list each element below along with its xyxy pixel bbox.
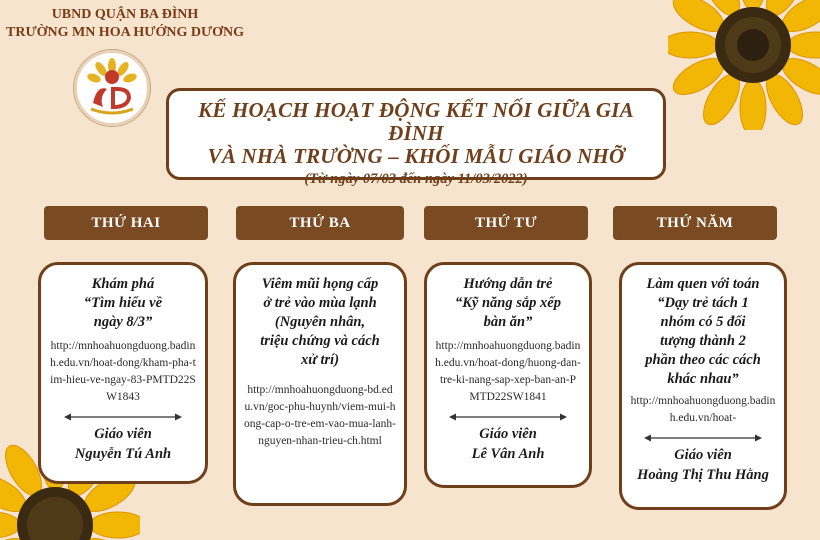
activity-card-monday xyxy=(38,262,208,484)
teacher-label: Giáo viên xyxy=(94,426,152,442)
activity-title xyxy=(244,275,396,370)
title-line-1: KẾ HOẠCH HOẠT ĐỘNG KẾT NỐI GIỮA GIA ĐÌNH xyxy=(198,98,634,145)
school-line-2: TRƯỜNG MN HOA HƯỚNG DƯƠNG xyxy=(6,25,244,40)
school-logo xyxy=(74,50,150,126)
day-header-thursday: THỨ NĂM xyxy=(613,206,777,240)
activity-title-line: ở trẻ vào mùa lạnh xyxy=(263,295,377,311)
activity-title-line: Viêm mũi họng cấp xyxy=(261,276,379,292)
activity-title xyxy=(49,275,197,332)
activity-title-line: (Nguyên nhân, xyxy=(274,314,366,330)
activity-title-line: ngày 8/3” xyxy=(93,314,153,330)
activity-title xyxy=(630,275,776,389)
day-header-tuesday: THỨ BA xyxy=(236,206,404,240)
activity-title-line: bàn ăn” xyxy=(483,314,533,330)
activity-title-line: Khám phá xyxy=(91,276,155,292)
teacher-name: Hoàng Thị Thu Hằng xyxy=(637,467,769,483)
title-date-range: (Từ ngày 07/03 đến ngày 11/03/2022) xyxy=(304,171,528,187)
activity-title-line: Hướng dẫn trẻ xyxy=(463,276,553,292)
teacher-label: Giáo viên xyxy=(479,426,537,442)
activity-link[interactable]: http://mnhoahuongduong.badinh.edu.vn/hoat-dong/huong-dan-tre-ki-nang-sap-xep-ban-an-PMTD22SW1841 xyxy=(435,340,581,403)
activity-title-line: tượng thành 2 xyxy=(660,333,746,349)
double-arrow-icon xyxy=(643,433,763,443)
activity-title xyxy=(435,275,581,332)
activity-card-wednesday xyxy=(424,262,592,488)
activity-title-line: xử trí) xyxy=(300,352,340,368)
activity-title-line: khác nhau” xyxy=(667,371,739,387)
activity-link[interactable]: http://mnhoahuongduong-bd.edu.vn/goc-phu-huynh/viem-mui-hong-cap-o-tre-em-vao-mua-lanh-nguyen-nhan-trieu-ch.html xyxy=(244,384,396,447)
activity-title-line: “Kỹ năng sắp xếp xyxy=(455,295,561,311)
activity-link[interactable]: http://mnhoahuongduong.badinh.edu.vn/hoat- xyxy=(630,395,776,424)
day-header-monday: THỨ HAI xyxy=(44,206,208,240)
sunflower-decoration-icon xyxy=(668,0,820,130)
teacher-label: Giáo viên xyxy=(674,447,732,463)
teacher-name: Nguyễn Tú Anh xyxy=(74,446,172,462)
activity-card-thursday xyxy=(619,262,787,510)
day-header-wednesday: THỨ TƯ xyxy=(424,206,588,240)
plan-title-box xyxy=(166,88,666,187)
activity-title-line: “Tìm hiểu về xyxy=(83,295,163,311)
title-line-2: VÀ NHÀ TRƯỜNG – KHỐI MẪU GIÁO NHỠ xyxy=(207,144,625,168)
school-line-1: UBND QUẬN BA ĐÌNH xyxy=(51,7,199,22)
activity-link[interactable]: http://mnhoahuongduong.badinh.edu.vn/hoat-dong/kham-pha-tim-hieu-ve-ngay-83-PMTD22SW1843 xyxy=(50,340,196,403)
double-arrow-icon xyxy=(448,412,568,422)
activity-title-line: Làm quen với toán xyxy=(646,276,760,292)
activity-card-tuesday xyxy=(233,262,407,506)
double-arrow-icon xyxy=(63,412,183,422)
activity-title-line: phần theo các cách xyxy=(645,352,761,368)
sunflower-logo-icon xyxy=(77,53,147,123)
activity-title-line: triệu chứng và cách xyxy=(260,333,380,349)
activity-title-line: nhóm có 5 đối xyxy=(660,314,746,330)
school-name xyxy=(0,6,250,42)
activity-title-line: “Dạy trẻ tách 1 xyxy=(657,295,749,311)
teacher-name: Lê Vân Anh xyxy=(471,446,545,462)
